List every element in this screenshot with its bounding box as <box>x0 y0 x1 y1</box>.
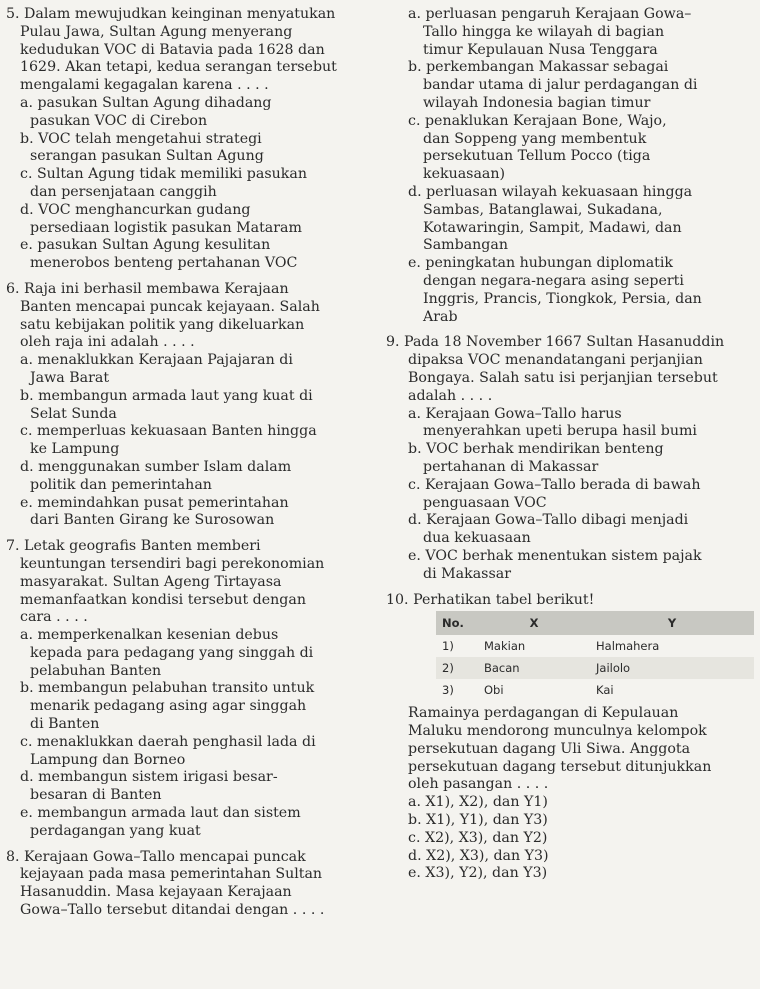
text-line: pertahanan di Makassar <box>423 458 599 475</box>
trade-alliance-table <box>436 611 754 701</box>
text-line: c. Sultan Agung tidak memiliki pasukan <box>20 166 307 183</box>
text-line: b. VOC telah mengetahui strategi <box>20 130 262 147</box>
table-header-no: No. <box>436 611 478 635</box>
text-line: a. menaklukkan Kerajaan Pajajaran di <box>20 352 293 369</box>
text-line: e. peningkatan hubungan diplomatik <box>408 255 673 272</box>
text-line: persekutuan Tellum Pocco (tiga <box>423 148 651 165</box>
text-line: b. perkembangan Makassar sebagai <box>408 59 669 76</box>
text-line: e. pasukan Sultan Agung kesulitan <box>20 237 271 254</box>
text-line: e. memindahkan pusat pemerintahan <box>20 494 289 511</box>
text-line: kejayaan pada masa pemerintahan Sultan <box>20 866 323 883</box>
text-line: serangan pasukan Sultan Agung <box>30 148 264 165</box>
text-line: perdagangan yang kuat <box>30 822 201 839</box>
table-cell: Kai <box>596 683 614 698</box>
question-line: 6. Raja ini berhasil membawa Kerajaan <box>6 280 289 297</box>
text-line: ke Lampung <box>30 441 120 458</box>
text-line: adalah . . . . <box>408 387 493 404</box>
text-line: 1629. Akan tetapi, kedua serangan tersebut <box>20 59 337 76</box>
table-cell: 3) <box>442 683 454 698</box>
text-line: dipaksa VOC menandatangani perjanjian <box>408 352 703 369</box>
text-line: Maluku mendorong munculnya kelompok <box>408 723 707 740</box>
text-line: dan Soppeng yang membentuk <box>423 130 647 147</box>
text-line: menyerahkan upeti berupa hasil bumi <box>423 423 697 440</box>
text-line: persediaan logistik pasukan Mataram <box>30 219 302 236</box>
table-row <box>436 679 754 701</box>
spacer <box>6 841 374 849</box>
spacer <box>386 326 756 334</box>
table-cell: 1) <box>442 639 454 654</box>
text-line: Sambas, Batanglawai, Sukadana, <box>423 201 663 218</box>
spacer <box>6 273 374 281</box>
text-line: persekutuan dagang tersebut ditunjukkan <box>408 758 712 775</box>
text-line: Lampung dan Borneo <box>30 751 186 768</box>
text-line: e. X3), Y2), dan Y3) <box>408 865 548 882</box>
text-line: c. Kerajaan Gowa–Tallo berada di bawah <box>408 476 701 493</box>
left-column <box>6 6 374 920</box>
right-column-top <box>386 6 756 609</box>
text-line: a. perluasan pengaruh Kerajaan Gowa– <box>408 6 692 22</box>
right-column <box>386 6 756 883</box>
right-column-bottom <box>386 705 756 883</box>
table-row <box>436 657 754 679</box>
text-line: mengalami kegagalan karena . . . . <box>20 77 269 94</box>
text-line: kekuasaan) <box>423 166 506 183</box>
table-cell: Obi <box>484 683 504 698</box>
text-line: cara . . . . <box>20 609 88 626</box>
text-line: b. membangun armada laut yang kuat di <box>20 387 313 404</box>
text-line: kedudukan VOC di Batavia pada 1628 dan <box>20 41 325 58</box>
question-line: 9. Pada 18 November 1667 Sultan Hasanuddin <box>386 334 725 351</box>
text-line: persekutuan dagang Uli Siwa. Anggota <box>408 740 691 757</box>
text-line: a. X1), X2), dan Y1) <box>408 794 548 811</box>
text-line: satu kebijakan politik yang dikeluarkan <box>20 316 305 333</box>
text-line: d. VOC menghancurkan gudang <box>20 201 251 218</box>
text-line: d. perluasan wilayah kekuasaan hingga <box>408 183 693 200</box>
table-cell: Makian <box>484 639 526 654</box>
text-line: oleh raja ini adalah . . . . <box>20 334 195 351</box>
text-line: di Banten <box>30 716 100 733</box>
table-cell: Halmahera <box>596 639 660 654</box>
text-line: b. membangun pelabuhan transito untuk <box>20 680 315 697</box>
text-line: d. Kerajaan Gowa–Tallo dibagi menjadi <box>408 512 689 529</box>
text-line: d. menggunakan sumber Islam dalam <box>20 458 292 475</box>
text-line: Sambangan <box>423 237 508 254</box>
text-line: di Makassar <box>423 565 511 582</box>
text-line: e. VOC berhak menentukan sistem pajak <box>408 547 702 564</box>
text-line: Tallo hingga ke wilayah di bagian <box>423 23 665 40</box>
text-line: a. memperkenalkan kesenian debus <box>20 627 279 644</box>
text-line: wilayah Indonesia bagian timur <box>423 94 651 111</box>
text-line: c. memperluas kekuasaan Banten hingga <box>20 423 317 440</box>
text-line: Pulau Jawa, Sultan Agung menyerang <box>20 23 293 40</box>
text-line: c. menaklukkan daerah penghasil lada di <box>20 733 316 750</box>
text-line: Inggris, Prancis, Tiongkok, Persia, dan <box>423 290 702 307</box>
text-line: pelabuhan Banten <box>30 662 162 679</box>
text-line: pasukan VOC di Cirebon <box>30 112 208 129</box>
text-line: dan persenjataan canggih <box>30 183 217 200</box>
table-cell: 2) <box>436 657 478 679</box>
text-line: dari Banten Girang ke Surosowan <box>30 512 275 529</box>
text-line: Jawa Barat <box>30 369 110 386</box>
text-line: a. Kerajaan Gowa–Tallo harus <box>408 405 622 422</box>
spacer <box>6 530 374 538</box>
text-line: dua kekuasaan <box>423 530 531 547</box>
text-line: b. VOC berhak mendirikan benteng <box>408 441 664 458</box>
text-line: dengan negara-negara asing seperti <box>423 272 684 289</box>
spacer <box>386 584 756 592</box>
table-cell: Jailolo <box>590 657 754 679</box>
text-line: penguasaan VOC <box>423 494 547 511</box>
question-line: 10. Perhatikan tabel berikut! <box>386 591 595 608</box>
text-line: bandar utama di jalur perdagangan di <box>423 77 698 94</box>
text-line: Kotawaringin, Sampit, Madawi, dan <box>423 219 682 236</box>
question-line: 5. Dalam mewujudkan keinginan menyatukan <box>6 6 336 22</box>
question-line: 8. Kerajaan Gowa–Tallo mencapai puncak <box>6 848 306 865</box>
table-header-y: Y <box>590 611 754 635</box>
text-line: Bongaya. Salah satu isi perjanjian tersebut <box>408 369 718 386</box>
text-line: b. X1), Y1), dan Y3) <box>408 812 548 829</box>
text-line: d. X2), X3), dan Y3) <box>408 847 549 864</box>
text-line: memanfaatkan kondisi tersebut dengan <box>20 591 306 608</box>
table-cell: Bacan <box>478 657 590 679</box>
text-line: menerobos benteng pertahanan VOC <box>30 255 298 272</box>
text-line: e. membangun armada laut dan sistem <box>20 805 301 822</box>
text-line: oleh pasangan . . . . <box>408 776 549 793</box>
table-header-row <box>436 611 754 635</box>
text-line: Hasanuddin. Masa kejayaan Kerajaan <box>20 884 292 901</box>
table-header-x: X <box>478 611 590 635</box>
text-line: c. X2), X3), dan Y2) <box>408 829 548 846</box>
text-line: c. penaklukan Kerajaan Bone, Wajo, <box>408 112 667 129</box>
text-line: Gowa–Tallo tersebut ditandai dengan . . . . <box>20 902 325 919</box>
text-line: timur Kepulauan Nusa Tenggara <box>423 41 658 58</box>
text-line: kepada para pedagang yang singgah di <box>30 644 314 661</box>
question-line: 7. Letak geografis Banten memberi <box>6 538 261 555</box>
text-line: a. pasukan Sultan Agung dihadang <box>20 94 272 111</box>
text-line: keuntungan tersendiri bagi perekonomian <box>20 555 325 572</box>
text-line: politik dan pemerintahan <box>30 476 212 493</box>
text-line: Selat Sunda <box>30 405 117 422</box>
text-line: masyarakat. Sultan Ageng Tirtayasa <box>20 573 282 590</box>
text-line: d. membangun sistem irigasi besar- <box>20 769 278 786</box>
text-line: menarik pedagang asing agar singgah <box>30 698 307 715</box>
text-line: Banten mencapai puncak kejayaan. Salah <box>20 298 320 315</box>
text-line: Arab <box>423 308 458 325</box>
table-row <box>436 635 754 657</box>
text-line: Ramainya perdagangan di Kepulauan <box>408 705 679 722</box>
text-line: besaran di Banten <box>30 787 162 804</box>
